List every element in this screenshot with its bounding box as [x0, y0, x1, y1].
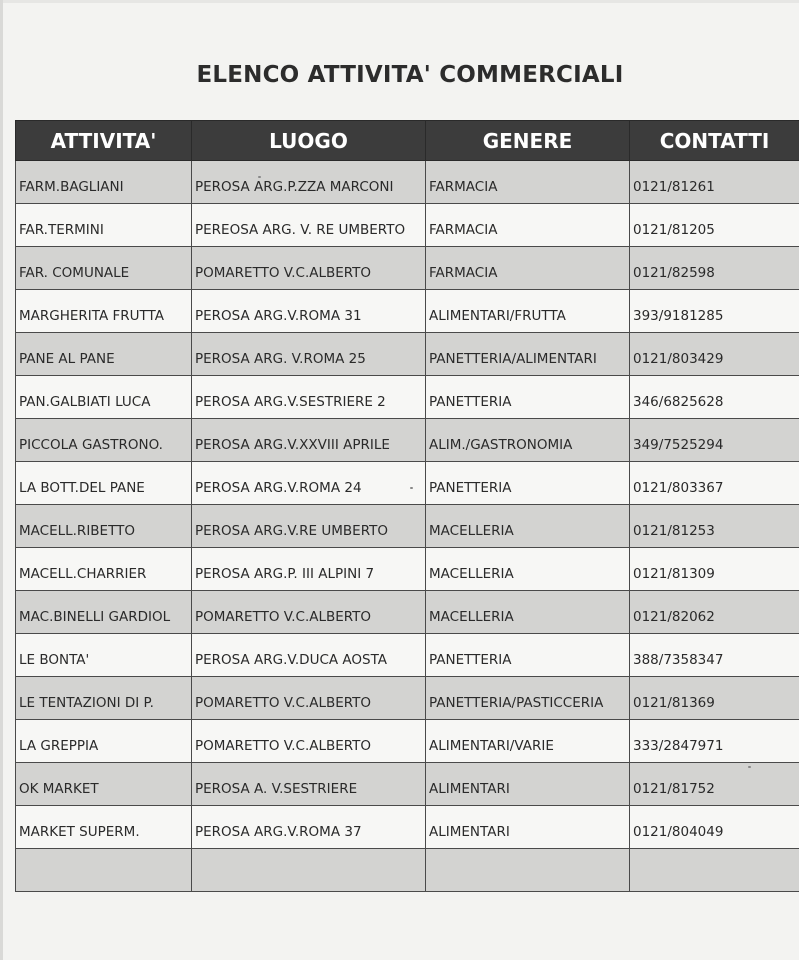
cell-attivita: MACELL.CHARRIER	[16, 548, 192, 591]
cell-genere: MACELLERIA	[426, 505, 630, 548]
cell-contatti: 388/7358347	[630, 634, 799, 677]
cell-luogo: PEROSA ARG.V.ROMA 37	[192, 806, 426, 849]
table-row	[16, 290, 799, 333]
cell-contatti: 346/6825628	[630, 376, 799, 419]
cell-genere: FARMACIA	[426, 247, 630, 290]
document-title: ELENCO ATTIVITA' COMMERCIALI	[196, 62, 624, 88]
cell-luogo: PEROSA ARG.P.ZZA MARCONI	[192, 161, 426, 204]
table-row	[16, 376, 799, 419]
cell-attivita	[16, 849, 192, 892]
cell-luogo: POMARETTO V.C.ALBERTO	[192, 720, 426, 763]
cell-attivita: MAC.BINELLI GARDIOL	[16, 591, 192, 634]
table-row	[16, 677, 799, 720]
cell-attivita: OK MARKET	[16, 763, 192, 806]
cell-attivita: PANE AL PANE	[16, 333, 192, 376]
cell-luogo: PEROSA ARG.V.SESTRIERE 2	[192, 376, 426, 419]
cell-contatti: 0121/81261	[630, 161, 799, 204]
header-row	[16, 121, 799, 161]
cell-contatti: 0121/81752	[630, 763, 799, 806]
table-row	[16, 161, 799, 204]
cell-contatti: 393/9181285	[630, 290, 799, 333]
cell-genere: PANETTERIA	[426, 634, 630, 677]
table-row	[16, 462, 799, 505]
page-top-edge	[0, 0, 799, 3]
header-attivita: ATTIVITA'	[16, 121, 192, 161]
header-contatti: CONTATTI	[630, 121, 799, 161]
cell-genere: FARMACIA	[426, 161, 630, 204]
cell-attivita: PICCOLA GASTRONO.	[16, 419, 192, 462]
scan-speck	[258, 176, 261, 178]
cell-luogo	[192, 849, 426, 892]
table-row	[16, 247, 799, 290]
cell-attivita: LA BOTT.DEL PANE	[16, 462, 192, 505]
header-genere: GENERE	[426, 121, 630, 161]
cell-contatti: 0121/81253	[630, 505, 799, 548]
cell-luogo: PEREOSA ARG. V. RE UMBERTO	[192, 204, 426, 247]
cell-genere: PANETTERIA/PASTICCERIA	[426, 677, 630, 720]
table-row	[16, 849, 799, 892]
cell-luogo: PEROSA ARG.V.DUCA AOSTA	[192, 634, 426, 677]
business-list-table	[15, 120, 799, 892]
cell-genere: ALIMENTARI/VARIE	[426, 720, 630, 763]
cell-genere	[426, 849, 630, 892]
cell-genere: ALIMENTARI	[426, 763, 630, 806]
cell-attivita: PAN.GALBIATI LUCA	[16, 376, 192, 419]
cell-contatti: 0121/803367	[630, 462, 799, 505]
scan-speck	[410, 487, 413, 489]
cell-contatti: 0121/82062	[630, 591, 799, 634]
cell-genere: PANETTERIA/ALIMENTARI	[426, 333, 630, 376]
table-row	[16, 204, 799, 247]
cell-luogo: PEROSA ARG.P. III ALPINI 7	[192, 548, 426, 591]
table-row	[16, 505, 799, 548]
table-row	[16, 634, 799, 677]
cell-attivita: LE BONTA'	[16, 634, 192, 677]
table-row	[16, 419, 799, 462]
cell-genere: FARMACIA	[426, 204, 630, 247]
cell-attivita: LA GREPPIA	[16, 720, 192, 763]
header-luogo: LUOGO	[192, 121, 426, 161]
table-row	[16, 720, 799, 763]
cell-luogo: PEROSA ARG.V.RE UMBERTO	[192, 505, 426, 548]
cell-contatti: 0121/82598	[630, 247, 799, 290]
cell-attivita: MARKET SUPERM.	[16, 806, 192, 849]
cell-luogo: PEROSA ARG.V.ROMA 24	[192, 462, 426, 505]
cell-contatti: 333/2847971	[630, 720, 799, 763]
cell-attivita: MARGHERITA FRUTTA	[16, 290, 192, 333]
cell-contatti: 0121/81309	[630, 548, 799, 591]
cell-luogo: POMARETTO V.C.ALBERTO	[192, 591, 426, 634]
table-row	[16, 806, 799, 849]
cell-contatti	[630, 849, 799, 892]
cell-luogo: PEROSA ARG.V.XXVIII APRILE	[192, 419, 426, 462]
scan-speck	[748, 766, 751, 768]
cell-luogo: POMARETTO V.C.ALBERTO	[192, 247, 426, 290]
cell-genere: MACELLERIA	[426, 548, 630, 591]
cell-luogo: POMARETTO V.C.ALBERTO	[192, 677, 426, 720]
cell-attivita: FAR. COMUNALE	[16, 247, 192, 290]
cell-contatti: 0121/81369	[630, 677, 799, 720]
table-row	[16, 333, 799, 376]
cell-attivita: FAR.TERMINI	[16, 204, 192, 247]
cell-contatti: 0121/81205	[630, 204, 799, 247]
table-body	[16, 161, 799, 892]
cell-contatti: 0121/803429	[630, 333, 799, 376]
cell-genere: PANETTERIA	[426, 462, 630, 505]
cell-genere: PANETTERIA	[426, 376, 630, 419]
cell-luogo: PEROSA A. V.SESTRIERE	[192, 763, 426, 806]
cell-luogo: PEROSA ARG.V.ROMA 31	[192, 290, 426, 333]
cell-genere: ALIMENTARI/FRUTTA	[426, 290, 630, 333]
cell-genere: ALIM./GASTRONOMIA	[426, 419, 630, 462]
table-row	[16, 591, 799, 634]
cell-contatti: 0121/804049	[630, 806, 799, 849]
cell-genere: ALIMENTARI	[426, 806, 630, 849]
table-header	[16, 121, 799, 161]
cell-attivita: LE TENTAZIONI DI P.	[16, 677, 192, 720]
page-left-edge	[0, 0, 3, 960]
table-row	[16, 548, 799, 591]
cell-attivita: MACELL.RIBETTO	[16, 505, 192, 548]
cell-genere: MACELLERIA	[426, 591, 630, 634]
cell-attivita: FARM.BAGLIANI	[16, 161, 192, 204]
cell-luogo: PEROSA ARG. V.ROMA 25	[192, 333, 426, 376]
table-row	[16, 763, 799, 806]
cell-contatti: 349/7525294	[630, 419, 799, 462]
